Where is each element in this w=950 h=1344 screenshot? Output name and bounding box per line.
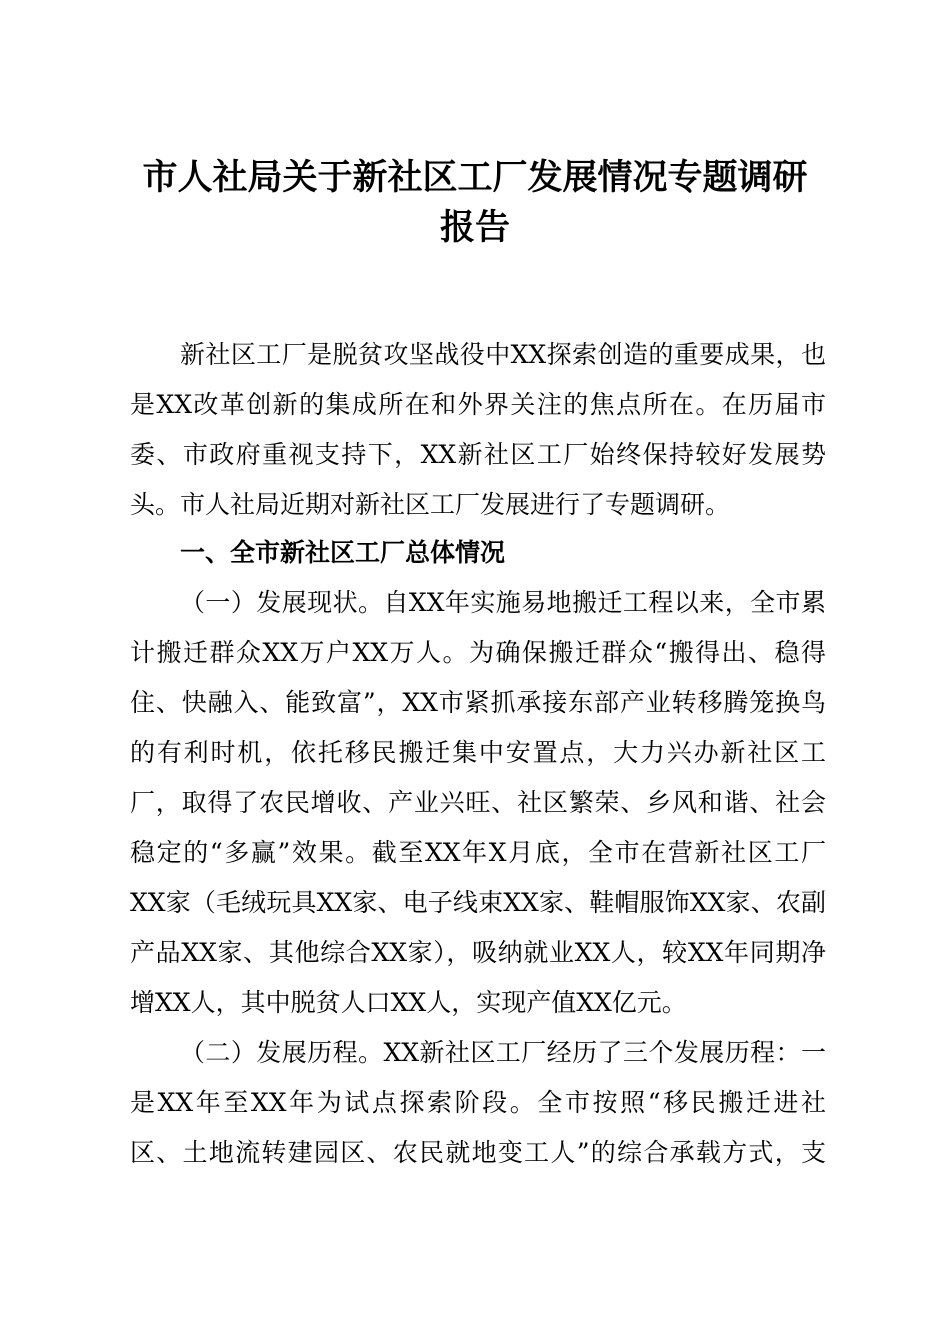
text-line: 的有利时机，依托移民搬迁集中安置点，大力兴办新社区工 <box>130 738 826 767</box>
text-line: 住、快融入、能致富”，XX市紧抓承接东部产业转移腾笼换鸟 <box>130 688 826 717</box>
text-line: 委、市政府重视支持下，XX新社区工厂始终保持较好发展势 <box>130 440 826 469</box>
text-line: 稳定的“多赢”效果。截至XX年X月底，全市在营新社区工厂 <box>130 838 826 867</box>
text-line: （一）发展现状。自XX年实施易地搬迁工程以来，全市累 <box>180 588 826 617</box>
text-line: 是XX改革创新的集成所在和外界关注的焦点所在。在历届市 <box>130 390 826 419</box>
text-line: 产品XX家、其他综合XX家），吸纳就业XX人，较XX年同期净 <box>130 938 826 967</box>
text-line: 厂，取得了农民增收、产业兴旺、社区繁荣、乡风和谐、社会 <box>130 788 826 817</box>
text-line: 增XX人，其中脱贫人口XX人，实现产值XX亿元。 <box>130 988 687 1017</box>
section-heading: 一、全市新社区工厂总体情况 <box>180 538 506 567</box>
text-line: （二）发展历程。XX新社区工厂经历了三个发展历程：一 <box>180 1038 826 1067</box>
document-title-line-1: 市人社局关于新社区工厂发展情况专题调研 <box>142 157 808 198</box>
text-line: 计搬迁群众XX万户XX万人。为确保搬迁群众“搬得出、稳得 <box>130 638 826 667</box>
text-line: 是XX年至XX年为试点探索阶段。全市按照“移民搬迁进社 <box>130 1088 826 1117</box>
text-line: 区、土地流转建园区、农民就地变工人”的综合承载方式，支 <box>130 1138 826 1167</box>
text-line: XX家（毛绒玩具XX家、电子线束XX家、鞋帽服饰XX家、农副 <box>130 888 826 917</box>
text-line: 新社区工厂是脱贫攻坚战役中XX探索创造的重要成果，也 <box>180 340 826 369</box>
text-line: 头。市人社局近期对新社区工厂发展进行了专题调研。 <box>130 490 731 519</box>
document-title-line-2: 报告 <box>439 207 510 248</box>
